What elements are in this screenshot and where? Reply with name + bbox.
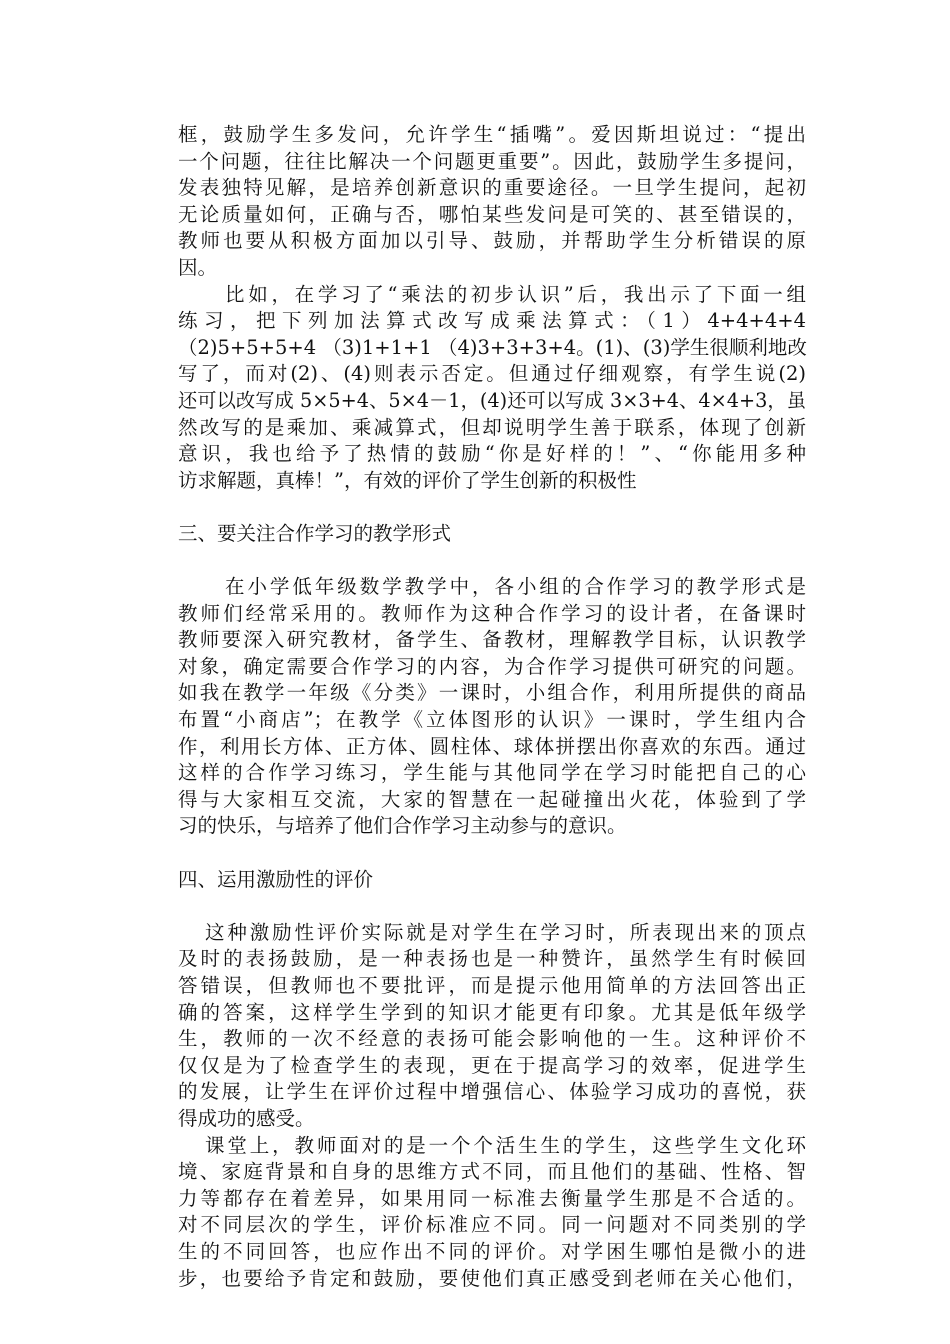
text-line: 练习，把下列加法算式改写成乘法算式：（1）4+4+4+4 xyxy=(178,309,806,333)
text-line: 这种激励性评价实际就是对学生在学习时，所表现出来的顶点 xyxy=(205,920,806,944)
paragraph xyxy=(178,920,806,1133)
text-line: 教师要深入研究教材，备学生、备教材，理解教学目标，认识教学 xyxy=(178,628,806,652)
text-line: 得与大家相互交流，大家的智慧在一起碰撞出火花，体验到了学 xyxy=(178,787,806,811)
text-line: 访求解题，真棒！”，有效的评价了学生创新的积极性 xyxy=(178,468,637,492)
text-line: 生的不同回答，也应作出不同的评价。对学困生哪怕是微小的进 xyxy=(178,1239,806,1263)
text-line: 确的答案，这样学生学到的知识才能更有印象。尤其是低年级学 xyxy=(178,1000,806,1024)
section-heading: 三、要关注合作学习的教学形式 xyxy=(178,521,452,545)
text-line: 一个问题，往往比解决一个问题更重要”。因此，鼓励学生多提问， xyxy=(178,149,806,173)
document-page xyxy=(178,122,806,1292)
text-line: 境、家庭背景和自身的思维方式不同，而且他们的基础、性格、智 xyxy=(178,1160,806,1184)
section-heading: 四、运用激励性的评价 xyxy=(178,867,374,891)
text-line: 得成功的感受。 xyxy=(178,1106,315,1130)
text-line: （2)5+5+5+4 （3)1+1+1 （4)3+3+3+4。(1)、(3)学生很顺利地改 xyxy=(178,335,807,359)
text-line: 对象，确定需要合作学习的内容，为合作学习提供可研究的问题。 xyxy=(178,654,806,678)
text-line: 框，鼓励学生多发问，允许学生“插嘴”。爱因斯坦说过：“提出 xyxy=(178,123,806,146)
text-line: 习的快乐，与培养了他们合作学习主动参与的意识。 xyxy=(178,814,627,838)
paragraph xyxy=(178,574,806,840)
paragraph xyxy=(178,122,806,282)
text-line: 生，教师的一次不经意的表扬可能会影响他的一生。这种评价不 xyxy=(178,1027,806,1051)
paragraph xyxy=(178,1133,806,1293)
text-line: 对不同层次的学生，评价标准应不同。同一问题对不同类别的学 xyxy=(178,1213,806,1237)
text-line: 及时的表扬鼓励，是一种表扬也是一种赞许，虽然学生有时候回 xyxy=(178,947,806,971)
text-line: 教师们经常采用的。教师作为这种合作学习的设计者，在备课时 xyxy=(178,601,806,625)
text-line: 教师也要从积极方面加以引导、鼓励，并帮助学生分析错误的原 xyxy=(178,229,806,253)
text-line: 如我在教学一年级《分类》一课时，小组合作，利用所提供的商品 xyxy=(178,681,806,705)
text-line: 意识，我也给予了热情的鼓励“你是好样的！”、“你能用多种 xyxy=(178,442,806,466)
text-line: 答错误，但教师也不要批评，而是提示他用简单的方法回答出正 xyxy=(178,974,806,997)
text-line: 布置“小商店”；在教学《立体图形的认识》一课时，学生组内合 xyxy=(178,708,806,732)
text-line: 发表独特见解，是培养创新意识的重要途径。一旦学生提问，起初 xyxy=(178,176,806,200)
text-line: 的发展，让学生在评价过程中增强信心、体验学习成功的喜悦，获 xyxy=(178,1080,806,1104)
text-line: 力等都存在着差异，如果用同一标准去衡量学生那是不合适的。 xyxy=(178,1186,806,1210)
text-line: 比如，在学习了“乘法的初步认识”后，我出示了下面一组 xyxy=(225,282,806,306)
text-line: 无论质量如何，正确与否，哪怕某些发问是可笑的、甚至错误的， xyxy=(178,202,806,226)
text-line: 在小学低年级数学教学中，各小组的合作学习的教学形式是 xyxy=(225,575,806,599)
text-line: 写了，而对(2)、(4)则表示否定。但通过仔细观察，有学生说(2) xyxy=(178,362,806,386)
paragraph xyxy=(178,282,806,495)
text-line: 课堂上，教师面对的是一个个活生生的学生，这些学生文化环 xyxy=(205,1133,806,1157)
text-line: 作，利用长方体、正方体、圆柱体、球体拼摆出你喜欢的东西。通过 xyxy=(178,734,806,758)
text-line: 这样的合作学习练习，学生能与其他同学在学习时能把自己的心 xyxy=(178,761,806,785)
text-line: 还可以改写成 5×5+4、5×4－1，(4)还可以写成 3×3+4、4×4+3，虽 xyxy=(178,388,806,412)
text-line: 仅仅是为了检查学生的表现，更在于提高学习的效率，促进学生 xyxy=(178,1053,806,1077)
text-line: 因。 xyxy=(178,255,218,279)
text-line: 步，也要给予肯定和鼓励，要使他们真正感受到老师在关心他们， xyxy=(178,1266,806,1290)
text-line: 然改写的是乘加、乘减算式，但却说明学生善于联系，体现了创新 xyxy=(178,415,806,439)
